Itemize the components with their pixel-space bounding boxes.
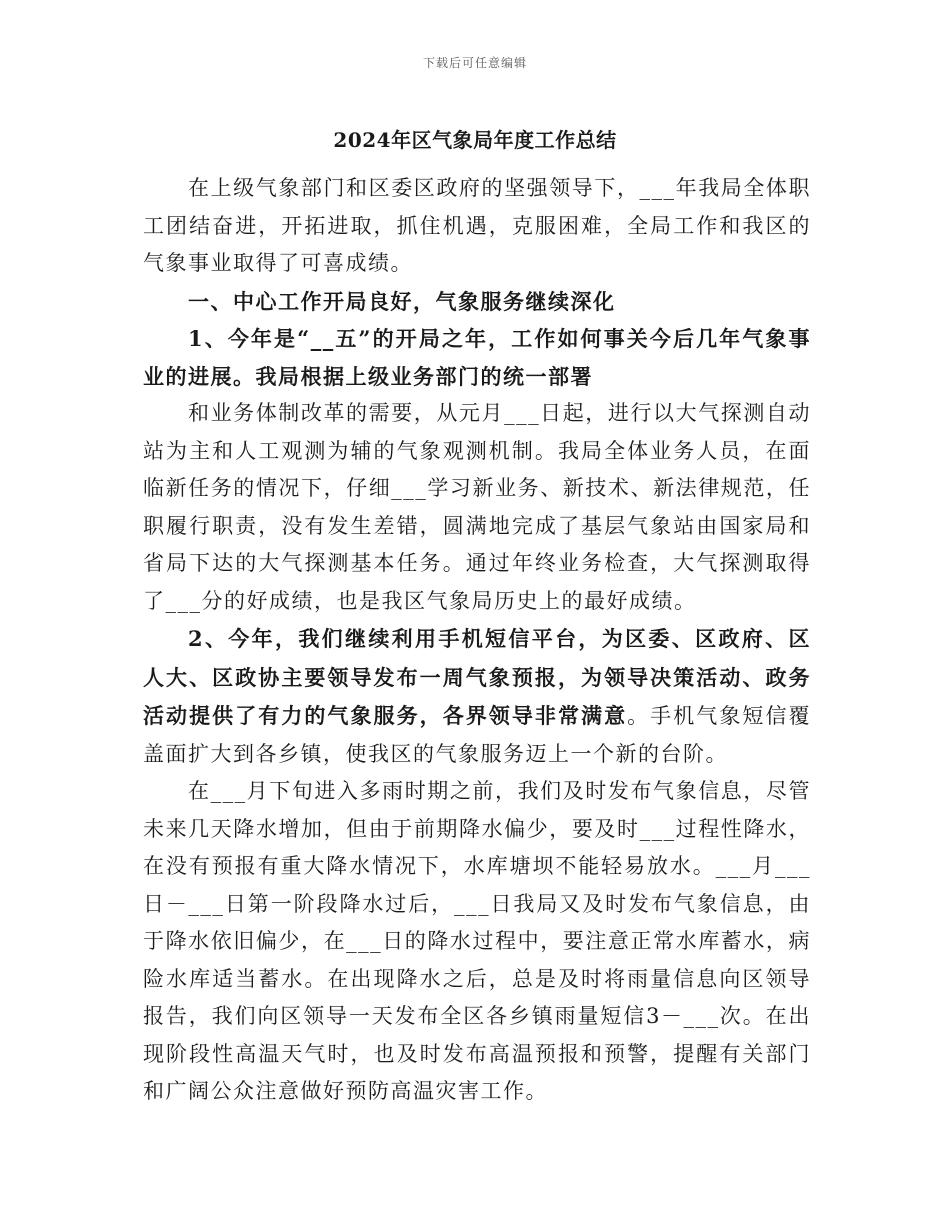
page-header-note: 下载后可任意编辑 xyxy=(422,56,527,70)
document-title: 2024年区气象局年度工作总结 xyxy=(333,128,617,152)
intro-paragraph: 在上级气象部门和区委区政府的坚强领导下，___年我局全体职工团结奋进，开拓进取，抓住机遇，克服困难，全局工作和我区的气象事业取得了可喜成绩。 xyxy=(143,176,811,275)
item-1-heading: 1、今年是“__五”的开局之年，工作如何事关今后几年气象事业的进展。我局根据上级业务部门的统一部署 xyxy=(143,326,811,389)
item-2-bold-lead: 2、今年，我们继续利用手机短信平台，为区委、区政府、区人大、区政协主要领导发布一周气象预报，为领导决策活动、政务活动提供了有力的气象服务，各界领导非常满意 xyxy=(143,626,811,728)
item-3-paragraph: 在___月下旬进入多雨时期之前，我们及时发布气象信息，尽管未来几天降水增加，但由于前期降水偏少，要及时___过程性降水，在没有预报有重大降水情况下，水库塘坝不能轻易放水。___月___日－___日第一阶段降水过后，___日我局又及时发布气象信息，由于降水依旧偏少，在___日的降水过程中，要注意正常水库蓄水，病险水库适当蓄水。在出现降水之后，总是及时将雨量信息向区领导报告，我们向区领导一天发布全区各乡镇雨量短信3－___次。在出现阶段性高温天气时，也及时发布高温预报和预警，提醒有关部门和广阔公众注意做好预防高温灾害工作。 xyxy=(143,779,811,1103)
section-heading-1: 一、中心工作开局良好，气象服务继续深化 xyxy=(188,288,616,314)
item-1-body: 和业务体制改革的需要，从元月___日起，进行以大气探测自动站为主和人工观测为辅的气象观测机制。我局全体业务人员，在面临新任务的情况下，仔细___学习新业务、新技术、新法律规范，任职履行职责，没有发生差错，圆满地完成了基层气象站由国家局和省局下达的大气探测基本任务。通过年终业务检查，大气探测取得了___分的好成绩，也是我区气象局历史上的最好成绩。 xyxy=(143,401,811,613)
item-2-rest: 。手机气象短信覆盖面扩大到各乡镇，使我区的气象服务迈上一个新的台阶。 xyxy=(143,704,811,766)
document-body xyxy=(143,170,811,1111)
item-2-paragraph xyxy=(143,620,811,773)
